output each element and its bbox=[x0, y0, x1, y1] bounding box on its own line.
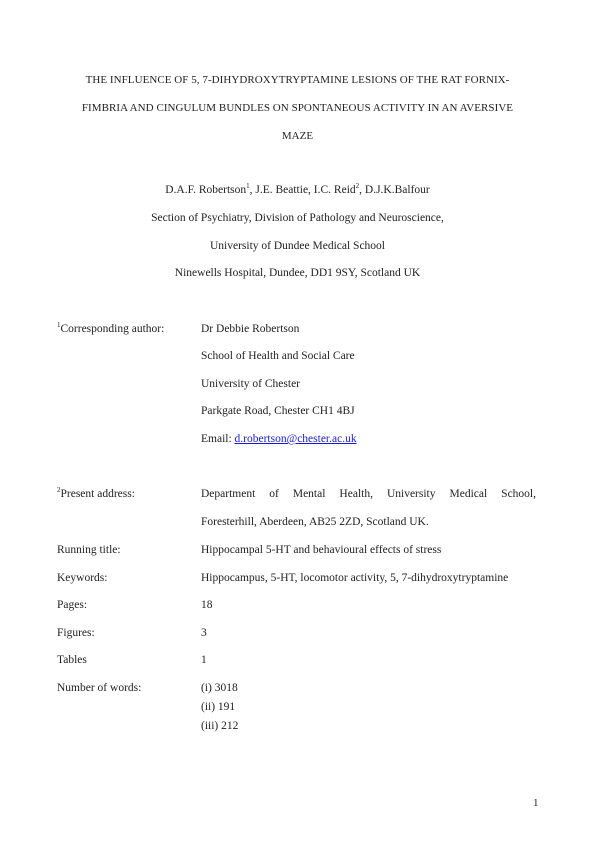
corresponding-email-line bbox=[201, 432, 357, 446]
title-line-1: THE INFLUENCE OF 5, 7-DIHYDROXYTRYPTAMINE LESIONS OF THE RAT FORNIX- bbox=[85, 74, 510, 86]
affiliation-line-2: University of Dundee Medical School bbox=[209, 240, 385, 252]
word-count-label: Number of words: bbox=[57, 682, 142, 694]
affiliation-line-3: Ninewells Hospital, Dundee, DD1 9SY, Scotland UK bbox=[174, 267, 421, 279]
email-label: Email: bbox=[201, 433, 235, 445]
author-3: , D.J.K.Balfour bbox=[359, 184, 430, 196]
figures-label: Figures: bbox=[57, 627, 95, 639]
word-count-item: (i) 3018 bbox=[201, 682, 238, 694]
tables-value: 1 bbox=[201, 654, 207, 666]
pages-label: Pages: bbox=[57, 599, 88, 611]
corresponding-address: Parkgate Road, Chester CH1 4BJ bbox=[201, 405, 355, 417]
author-2: , J.E. Beattie, I.C. Reid bbox=[249, 184, 356, 196]
author-2-superscript: 2 bbox=[355, 182, 360, 191]
present-address-label bbox=[57, 487, 135, 501]
author-list bbox=[40, 183, 555, 197]
title-line-2: FIMBRIA AND CINGULUM BUNDLES ON SPONTANEOUS ACTIVITY IN AN AVERSIVE bbox=[81, 102, 514, 114]
present-label-text: Present address: bbox=[60, 488, 135, 500]
figures-value: 3 bbox=[201, 627, 207, 639]
word-count-item: (ii) 191 bbox=[201, 701, 236, 713]
corresponding-dept: School of Health and Social Care bbox=[201, 350, 355, 362]
running-title-label: Running title: bbox=[57, 544, 121, 556]
corresponding-label-text: Corresponding author: bbox=[60, 323, 165, 335]
email-link[interactable]: d.robertson@chester.ac.uk bbox=[234, 433, 357, 445]
present-address-line-1: Department of Mental Health, University Medical School, bbox=[201, 488, 536, 500]
keywords-label: Keywords: bbox=[57, 572, 108, 584]
author-1-superscript: 1 bbox=[246, 182, 250, 191]
corresponding-univ: University of Chester bbox=[201, 378, 301, 390]
corresponding-superscript: 1 bbox=[57, 321, 61, 330]
tables-label: Tables bbox=[57, 654, 87, 666]
affiliation-line-1: Section of Psychiatry, Division of Pathology and Neuroscience, bbox=[151, 212, 444, 224]
present-superscript: 2 bbox=[57, 486, 61, 495]
page-number: 1 bbox=[533, 797, 539, 809]
corresponding-name: Dr Debbie Robertson bbox=[201, 323, 300, 335]
corresponding-author-label bbox=[57, 322, 164, 336]
word-count-item: (iii) 212 bbox=[201, 720, 239, 732]
pages-value: 18 bbox=[201, 599, 213, 611]
running-title-value: Hippocampal 5-HT and behavioural effects of stress bbox=[201, 544, 442, 556]
keywords-value: Hippocampus, 5-HT, locomotor activity, 5, 7-dihydroxytryptamine bbox=[201, 572, 509, 584]
present-address-line-2: Foresterhill, Aberdeen, AB25 2ZD, Scotland UK. bbox=[201, 516, 429, 528]
author-1: D.A.F. Robertson bbox=[165, 184, 247, 196]
title-line-3: MAZE bbox=[281, 130, 314, 142]
